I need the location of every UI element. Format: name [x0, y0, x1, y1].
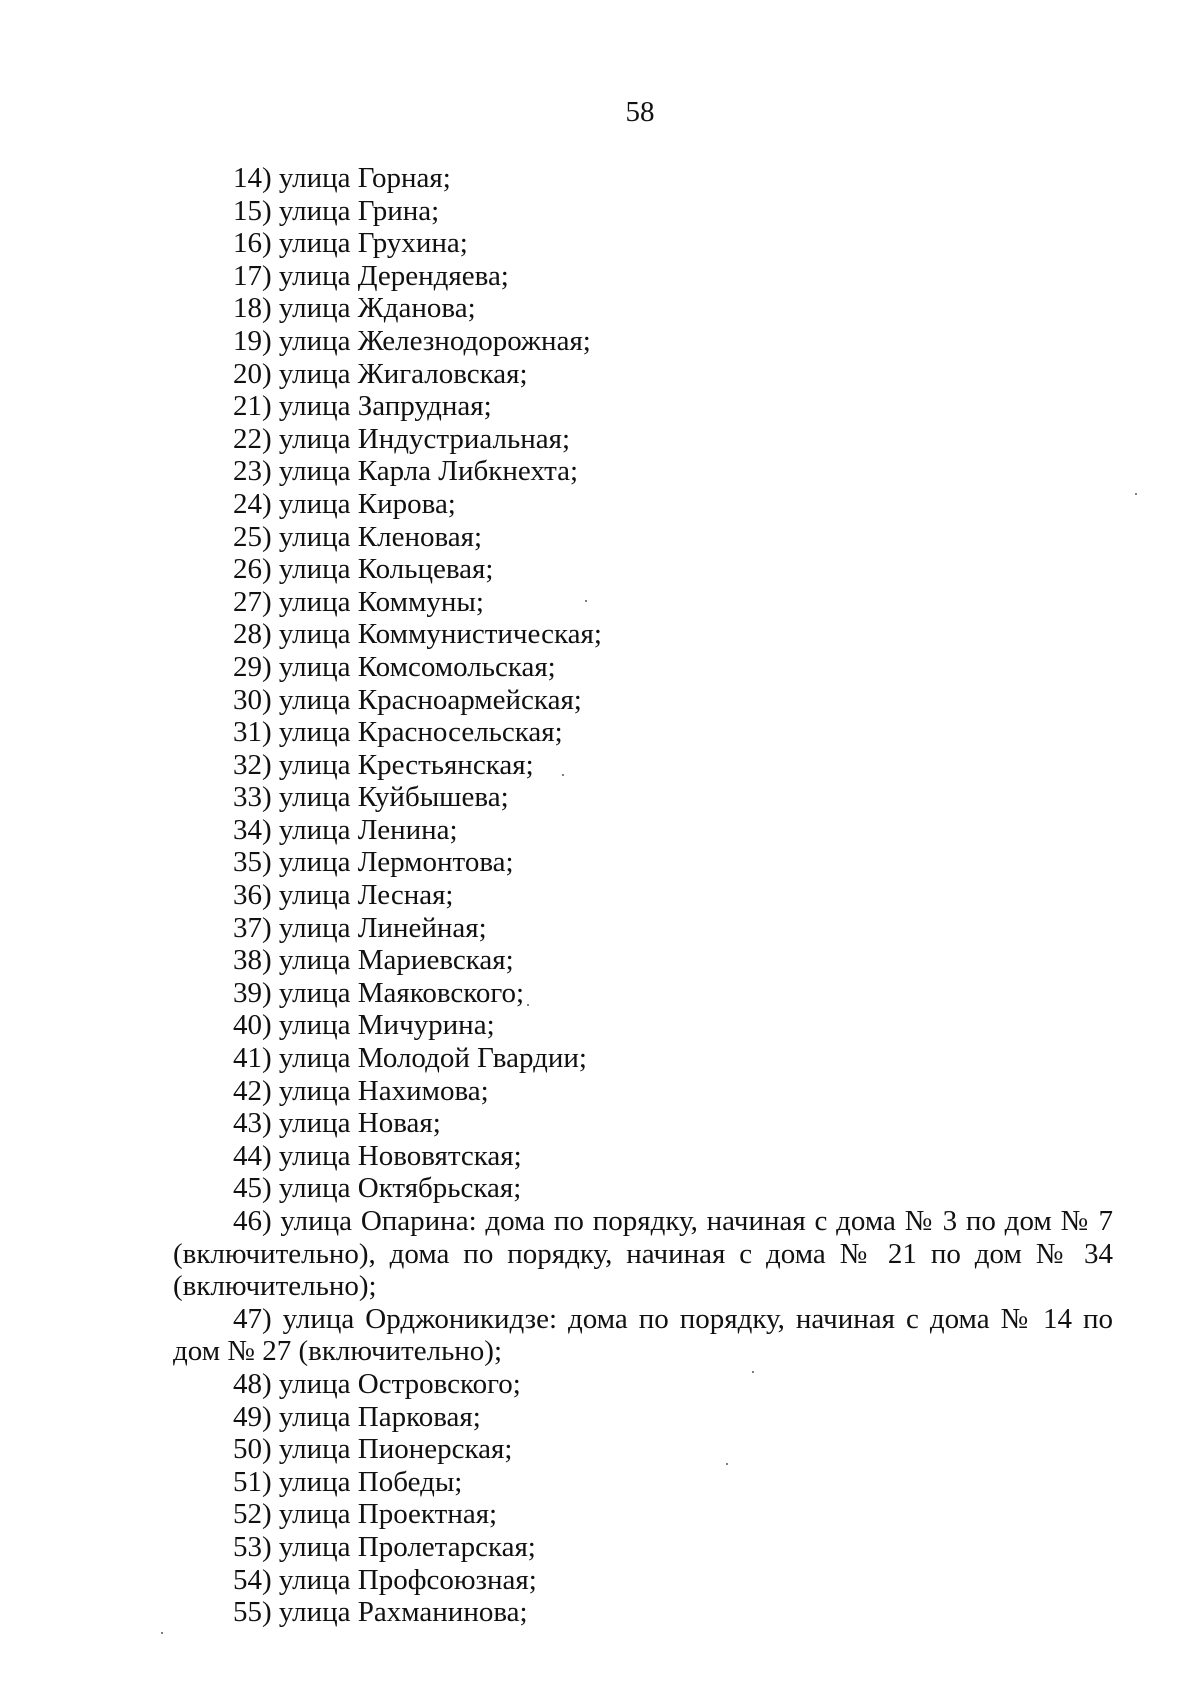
list-item: 21) улица Запрудная; — [233, 390, 492, 423]
list-item: 33) улица Куйбышева; — [233, 781, 509, 814]
list-item: 36) улица Лесная; — [233, 879, 454, 912]
list-item: 37) улица Линейная; — [233, 911, 487, 944]
scan-speck — [1135, 493, 1137, 495]
list-item: 50) улица Пионерская; — [233, 1433, 513, 1466]
list-item: 38) улица Мариевская; — [233, 944, 514, 977]
list-item: 34) улица Ленина; — [233, 813, 458, 846]
list-item: 41) улица Молодой Гвардии; — [233, 1042, 587, 1075]
list-item: 28) улица Коммунистическая; — [233, 618, 602, 651]
list-item: 47) улица Орджоникидзе: дома по порядку, начиная с дома № 14 по дом № 27 (включительно); — [173, 1302, 1113, 1368]
list-item: 29) улица Комсомольская; — [233, 650, 556, 683]
list-item: 14) улица Горная; — [233, 162, 451, 194]
list-item: 54) улица Профсоюзная; — [233, 1563, 537, 1596]
list-item: 53) улица Пролетарская; — [233, 1530, 536, 1563]
street-list — [173, 162, 1113, 1629]
scan-speck — [752, 1371, 754, 1373]
list-item: 15) улица Грина; — [233, 194, 440, 227]
scan-speck — [527, 1004, 529, 1006]
list-item: 44) улица Нововятская; — [233, 1139, 522, 1172]
list-item: 19) улица Железнодорожная; — [233, 324, 591, 357]
page-number: 58 — [625, 96, 655, 128]
list-item: 49) улица Парковая; — [233, 1400, 481, 1433]
scan-speck — [726, 1463, 728, 1465]
list-item: 45) улица Октябрьская; — [233, 1172, 522, 1205]
list-item: 46) улица Опарина: дома по порядку, начиная с дома № 3 по дом № 7 (включительно), дома по порядку, начиная с дома № 21 по дом № 34 (включительно); — [173, 1205, 1113, 1303]
list-item: 30) улица Красноармейская; — [233, 683, 582, 716]
list-item: 48) улица Островского; — [233, 1367, 521, 1400]
list-item: 26) улица Кольцевая; — [233, 553, 494, 586]
list-item: 18) улица Жданова; — [233, 292, 476, 325]
list-item: 51) улица Победы; — [233, 1465, 463, 1498]
list-item: 42) улица Нахимова; — [233, 1074, 489, 1107]
scan-speck — [562, 774, 564, 776]
list-item: 39) улица Маяковского; — [233, 976, 525, 1009]
list-item: 40) улица Мичурина; — [233, 1009, 495, 1042]
scan-speck — [161, 1632, 163, 1634]
scan-speck — [585, 600, 587, 602]
list-item: 25) улица Кленовая; — [233, 520, 483, 553]
list-item: 43) улица Новая; — [233, 1107, 441, 1140]
list-item: 16) улица Грухина; — [233, 227, 468, 260]
list-item: 27) улица Коммуны; — [233, 585, 484, 618]
list-item: 31) улица Красносельская; — [233, 716, 563, 749]
list-item: 17) улица Дерендяева; — [233, 259, 509, 292]
list-item: 24) улица Кирова; — [233, 487, 456, 520]
list-item: 35) улица Лермонтова; — [233, 846, 514, 879]
list-item: 55) улица Рахманинова; — [233, 1596, 528, 1629]
list-item: 20) улица Жигаловская; — [233, 357, 528, 390]
list-item: 52) улица Проектная; — [233, 1498, 498, 1531]
list-item: 23) улица Карла Либкнехта; — [233, 455, 579, 488]
list-item: 32) улица Крестьянская; — [233, 748, 534, 781]
list-item: 22) улица Индустриальная; — [233, 422, 571, 455]
